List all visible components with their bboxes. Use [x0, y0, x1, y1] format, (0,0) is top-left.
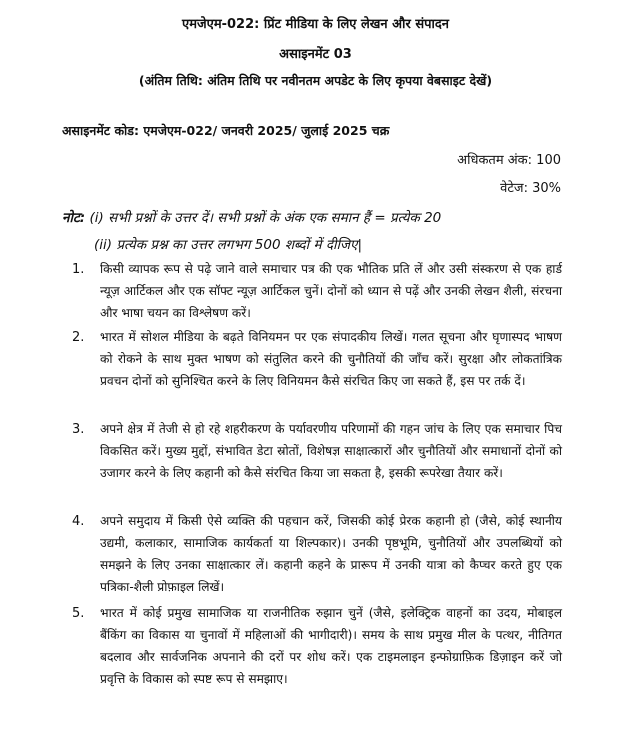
question-text: भारत में कोई प्रमुख सामाजिक या राजनीतिक रुझान चुनें (जैसे, इलेक्ट्रिक वाहनों का उदय, मोबाइल बैंकिंग का विकास या चुनावों में महिलाओं की भागीदारी)। समय के साथ प्रमुख मील के पत्थर, नीतिगत बदलाव और सार्वजनिक अपनाने की दरों पर शोध करें। एक टाइमलाइन इन्फोग्राफ़िक डिज़ाइन करें जो प्रवृत्ति के विकास को स्पष्ट रूप से समझाए।: [100, 606, 562, 686]
course-title: एमजेएम-022: प्रिंट मीडिया के लिए लेखन और संपादन: [182, 17, 449, 32]
max-marks: अधिकतम अंक: 100: [457, 153, 561, 168]
deadline-note: (अंतिम तिथि: अंतिम तिथि पर नवीनतम अपडेट के लिए कृपया वेबसाइट देखें): [138, 73, 493, 88]
assignment-code: असाइनमेंट कोड: एमजेएम-022/ जनवरी 2025/ जुलाई 2025 चक्र: [62, 123, 390, 138]
question-number: 2.: [72, 330, 85, 345]
question-number: 3.: [72, 422, 85, 437]
question-number: 5.: [72, 606, 85, 621]
question-number: 1.: [72, 262, 85, 277]
weightage: वेटेज: 30%: [500, 181, 561, 196]
note-line-2: (ii) प्रत्येक प्रश्न का उत्तर लगभग 500 शब्दों में दीजिए|: [94, 237, 363, 253]
question-number: 4.: [72, 514, 85, 529]
note-label: नोट:: [62, 210, 86, 226]
assignment-number: असाइनमेंट 03: [279, 47, 352, 62]
question-text: किसी व्यापक रूप से पढ़े जाने वाले समाचार पत्र की एक भौतिक प्रति लें और उसी संस्करण से एक हार्ड न्यूज़ आर्टिकल और एक सॉफ्ट न्यूज़ आर्टिकल चुनें। दोनों को ध्यान से पढ़ें और उनकी लेखन शैली, संरचना और भाषा चयन का विश्लेषण करें।: [100, 262, 562, 320]
question-text: अपने समुदाय में किसी ऐसे व्यक्ति की पहचान करें, जिसकी कोई प्रेरक कहानी हो (जैसे, कोई स्थानीय उद्यमी, कलाकार, सामाजिक कार्यकर्ता या शिल्पकार)। उनकी पृष्ठभूमि, चुनौतियों और उपलब्धियों को समझने के लिए उनका साक्षात्कार लें। कहानी कहने के प्रारूप में उनकी यात्रा को कैप्चर करते हुए एक पत्रिका-शैली प्रोफ़ाइल लिखें।: [100, 514, 562, 594]
note-line-1: [62, 208, 441, 226]
question-text: अपने क्षेत्र में तेजी से हो रहे शहरीकरण के पर्यावरणीय परिणामों की गहन जांच के लिए एक समाचार पिच विकसित करें। मुख्य मुद्दों, संभावित डेटा स्रोतों, विशेषज्ञ साक्षात्कारों और चुनौतियों और समाधानों दोनों को उजागर करने के लिए कहानी को कैसे संरचित किया जा सकता है, इसकी रूपरेखा तैयार करें।: [100, 422, 562, 480]
note-text-1: (i) सभी प्रश्नों के उत्तर दें। सभी प्रश्नों के अंक एक समान हैं = प्रत्येक 20: [89, 210, 442, 226]
question-text: भारत में सोशल मीडिया के बढ़ते विनियमन पर एक संपादकीय लिखें। गलत सूचना और घृणास्पद भाषण को रोकने के साथ मुक्त भाषण को संतुलित करने की चुनौतियों की जाँच करें। सुरक्षा और लोकतांत्रिक प्रवचन दोनों को सुनिश्चित करने के लिए विनियमन कैसे संरचित किए जा सकते हैं, इस पर तर्क दें।: [100, 330, 562, 388]
